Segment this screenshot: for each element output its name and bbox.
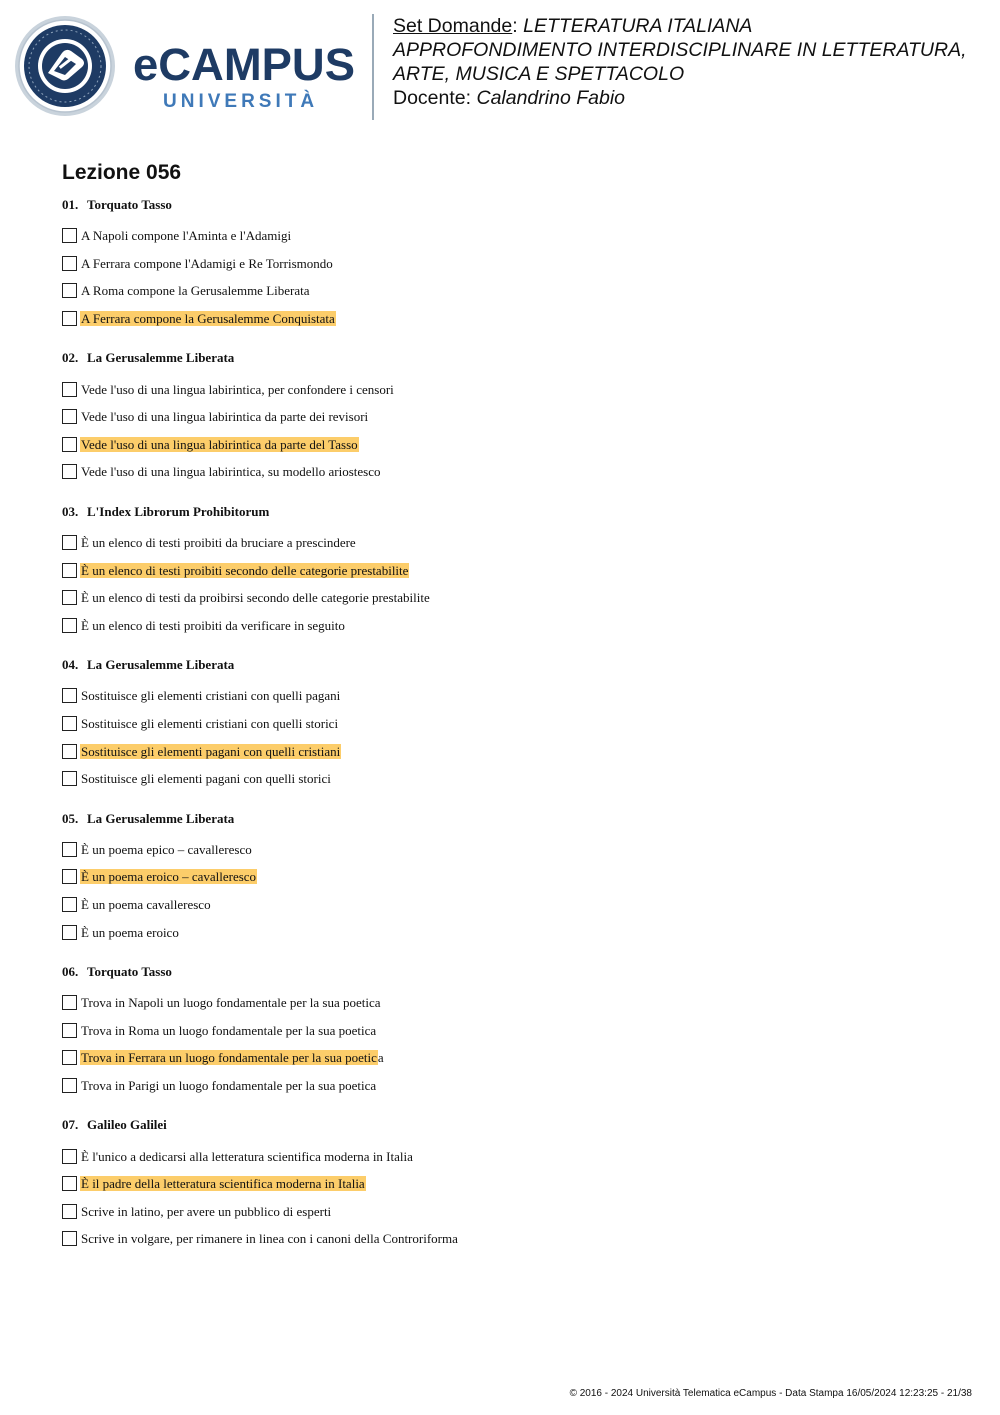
answer-checkbox[interactable] (62, 1176, 77, 1191)
question-number: 01. (62, 197, 79, 212)
page-header (0, 0, 1000, 130)
answer-text: Vede l'uso di una lingua labirintica, su modello ariostesco (81, 464, 381, 480)
lesson-title: Lezione 056 (62, 161, 182, 184)
answer-option[interactable] (62, 863, 942, 891)
answer-checkbox[interactable] (62, 1023, 77, 1038)
answer-text: Sostituisce gli elementi pagani con quelli storici (81, 771, 331, 787)
question-text: Torquato Tasso (87, 963, 172, 979)
ecampus-wordmark (133, 40, 358, 112)
answer-option[interactable] (62, 891, 942, 919)
answer-option[interactable] (62, 612, 942, 640)
question-text: La Gerusalemme Liberata (87, 657, 235, 673)
answer-checkbox[interactable] (62, 925, 77, 940)
answer-option[interactable] (62, 277, 942, 305)
answer-option[interactable] (62, 989, 942, 1017)
answer-checkbox[interactable] (62, 771, 77, 786)
question-number: 03. (62, 503, 79, 519)
answer-option[interactable] (62, 305, 942, 333)
question-block (62, 1115, 942, 1252)
answer-checkbox[interactable] (62, 1204, 77, 1219)
question-number: 07. (62, 1117, 79, 1133)
answer-option[interactable] (62, 584, 942, 612)
answer-text-tail: a (377, 1050, 384, 1066)
brand-name: eCAMPUS (133, 40, 355, 90)
question-text: L'Index Librorum Prohibitorum (87, 503, 270, 519)
question-text: La Gerusalemme Liberata (87, 350, 235, 366)
answer-checkbox[interactable] (62, 256, 77, 271)
question-block (62, 655, 942, 792)
question-title (62, 502, 942, 522)
answer-option[interactable] (62, 1044, 942, 1072)
answer-option[interactable] (62, 1225, 942, 1253)
answer-text: A Ferrara compone l'Adamigi e Re Torrismondo (81, 255, 333, 271)
answer-option[interactable] (62, 765, 942, 793)
answer-checkbox[interactable] (62, 409, 77, 424)
answer-checkbox[interactable] (62, 744, 77, 759)
question-block (62, 962, 942, 1099)
answer-text: È l'unico a dedicarsi alla letteratura scientifica moderna in Italia (81, 1148, 413, 1164)
question-title (62, 1115, 942, 1135)
question-number: 05. (62, 810, 79, 826)
answer-checkbox[interactable] (62, 437, 77, 452)
answer-checkbox[interactable] (62, 1050, 77, 1065)
answer-text-highlighted: È il padre della letteratura scientifica moderna in Italia (81, 1176, 365, 1192)
answer-checkbox[interactable] (62, 842, 77, 857)
answer-checkbox[interactable] (62, 283, 77, 298)
answer-text: Trova in Napoli un luogo fondamentale per la sua poetica (81, 995, 381, 1011)
answer-option[interactable] (62, 737, 942, 765)
answer-option[interactable] (62, 836, 942, 864)
header-divider (372, 14, 374, 120)
answer-option[interactable] (62, 403, 942, 431)
answer-option[interactable] (62, 250, 942, 278)
answer-text-highlighted: È un poema eroico – cavalleresco (81, 869, 257, 885)
answer-checkbox[interactable] (62, 311, 77, 326)
answer-checkbox[interactable] (62, 995, 77, 1010)
answer-checkbox[interactable] (62, 535, 77, 550)
teacher-label: Docente (393, 87, 466, 109)
answer-option[interactable] (62, 222, 942, 250)
course-info: Set Domande: LETTERATURA ITALIANA APPROFONDIMENTO INTERDISCIPLINARE IN LETTERATURA, ARTE, MUSICA E SPETTACOLO Docente: Calandrino Fabio (393, 15, 967, 109)
answer-checkbox[interactable] (62, 688, 77, 703)
answer-option[interactable] (62, 556, 942, 584)
question-block (62, 348, 942, 485)
course-title-line2: ARTE, MUSICA E SPETTACOLO (393, 63, 685, 85)
question-number: 04. (62, 657, 79, 673)
answer-option[interactable] (62, 1072, 942, 1100)
answer-checkbox[interactable] (62, 228, 77, 243)
teacher-name: Calandrino Fabio (476, 87, 625, 109)
answer-text: È un poema eroico (81, 924, 179, 940)
answer-text: Vede l'uso di una lingua labirintica, per confondere i censori (81, 381, 394, 397)
answer-checkbox[interactable] (62, 464, 77, 479)
answer-checkbox[interactable] (62, 382, 77, 397)
question-title (62, 195, 942, 215)
answer-text-highlighted: A Ferrara compone la Gerusalemme Conquistata (81, 311, 335, 327)
answer-option[interactable] (62, 431, 942, 459)
answer-text: Trova in Parigi un luogo fondamentale per la sua poetica (81, 1077, 377, 1093)
answer-text: Scrive in latino, per avere un pubblico di esperti (81, 1203, 332, 1219)
answer-text-highlighted: È un elenco di testi proibiti secondo delle categorie prestabilite (81, 562, 409, 578)
question-text: Torquato Tasso (87, 197, 172, 212)
question-title (62, 809, 942, 829)
answer-text: Trova in Roma un luogo fondamentale per la sua poetica (81, 1022, 377, 1038)
page-footer: © 2016 - 2024 Università Telematica eCampus - Data Stampa 16/05/2024 12:23:25 - 21/38 (569, 1388, 972, 1399)
answer-checkbox[interactable] (62, 618, 77, 633)
answer-option[interactable] (62, 1142, 942, 1170)
answer-option[interactable] (62, 918, 942, 946)
answer-text: È un poema epico – cavalleresco (81, 841, 252, 857)
question-number: 06. (62, 963, 79, 979)
question-title (62, 962, 942, 982)
answer-checkbox[interactable] (62, 590, 77, 605)
answer-text: Vede l'uso di una lingua labirintica da parte dei revisori (81, 409, 369, 425)
answer-text: Sostituisce gli elementi cristiani con quelli storici (81, 716, 339, 732)
subject: LETTERATURA ITALIANA (523, 15, 753, 37)
answer-option[interactable] (62, 529, 942, 557)
answer-option[interactable] (62, 682, 942, 710)
answer-text: È un poema cavalleresco (81, 896, 211, 912)
brand-subtitle: UNIVERSITÀ (163, 91, 319, 112)
question-block (62, 809, 942, 946)
answer-checkbox[interactable] (62, 1078, 77, 1093)
answer-text: Sostituisce gli elementi cristiani con quelli pagani (81, 688, 341, 704)
answer-option[interactable] (62, 375, 942, 403)
answer-text-highlighted: Trova in Ferrara un luogo fondamentale per la sua poetic (81, 1050, 377, 1066)
question-text: La Gerusalemme Liberata (87, 810, 235, 826)
answer-option[interactable] (62, 1016, 942, 1044)
answer-text-highlighted: Vede l'uso di una lingua labirintica da parte del Tasso (81, 436, 358, 452)
answer-text: È un elenco di testi proibiti da verificare in seguito (81, 617, 345, 633)
answer-checkbox[interactable] (62, 1149, 77, 1164)
question-text: Galileo Galilei (87, 1117, 167, 1133)
answer-checkbox[interactable] (62, 897, 77, 912)
answer-checkbox[interactable] (62, 1231, 77, 1246)
answer-text: È un elenco di testi da proibirsi secondo delle categorie prestabilite (81, 590, 430, 606)
question-number: 02. (62, 350, 79, 366)
answer-text: A Napoli compone l'Aminta e l'Adamigi (81, 228, 292, 244)
answer-text: A Roma compone la Gerusalemme Liberata (81, 283, 310, 299)
answer-text: Scrive in volgare, per rimanere in linea con i canoni della Controriforma (81, 1231, 458, 1247)
question-title (62, 348, 942, 368)
set-label: Set Domande (393, 15, 513, 37)
answer-text: È un elenco di testi proibiti da bruciare a prescindere (81, 535, 356, 551)
answer-option[interactable] (62, 1197, 942, 1225)
question-block (62, 502, 942, 639)
answer-text-highlighted: Sostituisce gli elementi pagani con quelli cristiani (81, 743, 341, 759)
answer-checkbox[interactable] (62, 716, 77, 731)
question-list (62, 195, 942, 1269)
answer-checkbox[interactable] (62, 869, 77, 884)
answer-option[interactable] (62, 458, 942, 486)
answer-checkbox[interactable] (62, 563, 77, 578)
ecampus-seal-logo-icon (14, 15, 116, 117)
question-block (62, 195, 942, 332)
question-title (62, 655, 942, 675)
answer-option[interactable] (62, 1170, 942, 1198)
course-title-line1: APPROFONDIMENTO INTERDISCIPLINARE IN LETTERATURA, (393, 39, 967, 61)
answer-option[interactable] (62, 710, 942, 738)
